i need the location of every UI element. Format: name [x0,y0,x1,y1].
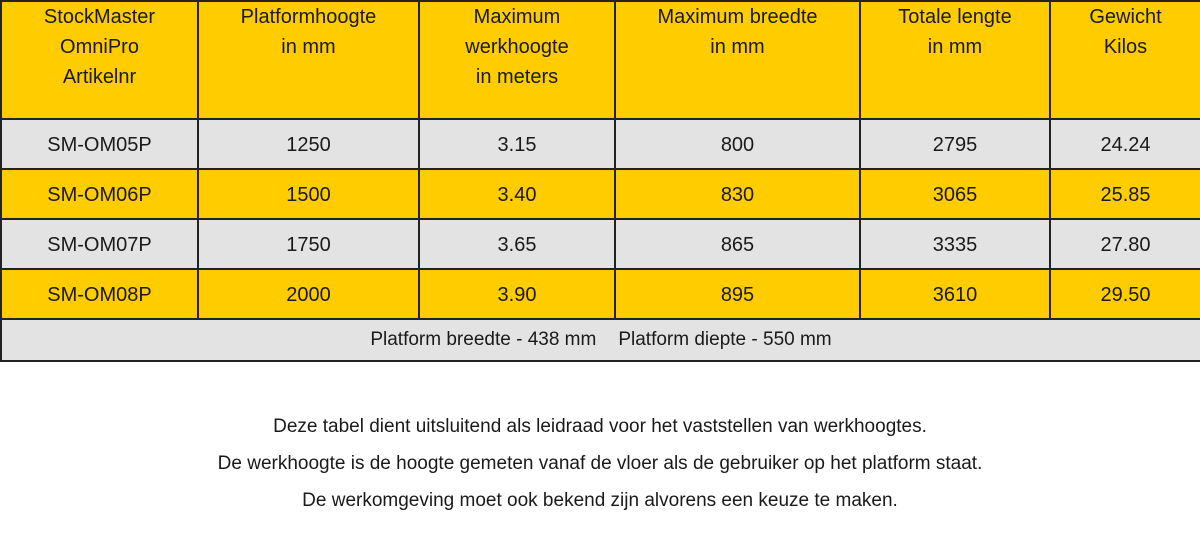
cell-total-length: 3335 [860,219,1050,269]
table-footer-row [1,319,1200,361]
table-row [1,219,1200,269]
table-header-row [1,1,1200,119]
cell-article-number: SM-OM07P [1,219,198,269]
cell-weight: 27.80 [1050,219,1200,269]
cell-weight: 24.24 [1050,119,1200,169]
cell-article-number: SM-OM05P [1,119,198,169]
cell-platform-height: 2000 [198,269,419,319]
cell-article-number: SM-OM08P [1,269,198,319]
header-weight: Gewicht Kilos [1050,1,1200,119]
cell-article-number: SM-OM06P [1,169,198,219]
note-line: Deze tabel dient uitsluitend als leidraad voor het vaststellen van werkhoogtes. [273,416,927,437]
cell-total-length: 3065 [860,169,1050,219]
cell-max-working-height: 3.90 [419,269,615,319]
cell-platform-height: 1500 [198,169,419,219]
cell-max-width: 895 [615,269,860,319]
cell-platform-height: 1250 [198,119,419,169]
platform-dimensions [1,319,1200,361]
cell-max-working-height: 3.15 [419,119,615,169]
note-line: De werkhoogte is de hoogte gemeten vanaf de vloer als de gebruiker op het platform staat. [217,453,983,474]
cell-platform-height: 1750 [198,219,419,269]
table-row [1,269,1200,319]
cell-max-working-height: 3.65 [419,219,615,269]
cell-total-length: 3610 [860,269,1050,319]
header-max-working-height: Maximum werkhoogte in meters [419,1,615,119]
header-article-number: StockMaster OmniPro Artikelnr [1,1,198,119]
note-line: De werkomgeving moet ook bekend zijn alvorens een keuze te maken. [302,490,898,511]
table-row [1,119,1200,169]
cell-weight: 29.50 [1050,269,1200,319]
table-row [1,169,1200,219]
header-max-width: Maximum breedte in mm [615,1,860,119]
cell-total-length: 2795 [860,119,1050,169]
cell-weight: 25.85 [1050,169,1200,219]
platform-depth-text: Platform diepte - 550 mm [618,329,832,350]
header-total-length: Totale lengte in mm [860,1,1050,119]
platform-width-text: Platform breedte - 438 mm [370,329,597,350]
cell-max-width: 865 [615,219,860,269]
cell-max-working-height: 3.40 [419,169,615,219]
cell-max-width: 830 [615,169,860,219]
header-platform-height: Platformhoogte in mm [198,1,419,119]
notes [0,408,1200,519]
cell-max-width: 800 [615,119,860,169]
